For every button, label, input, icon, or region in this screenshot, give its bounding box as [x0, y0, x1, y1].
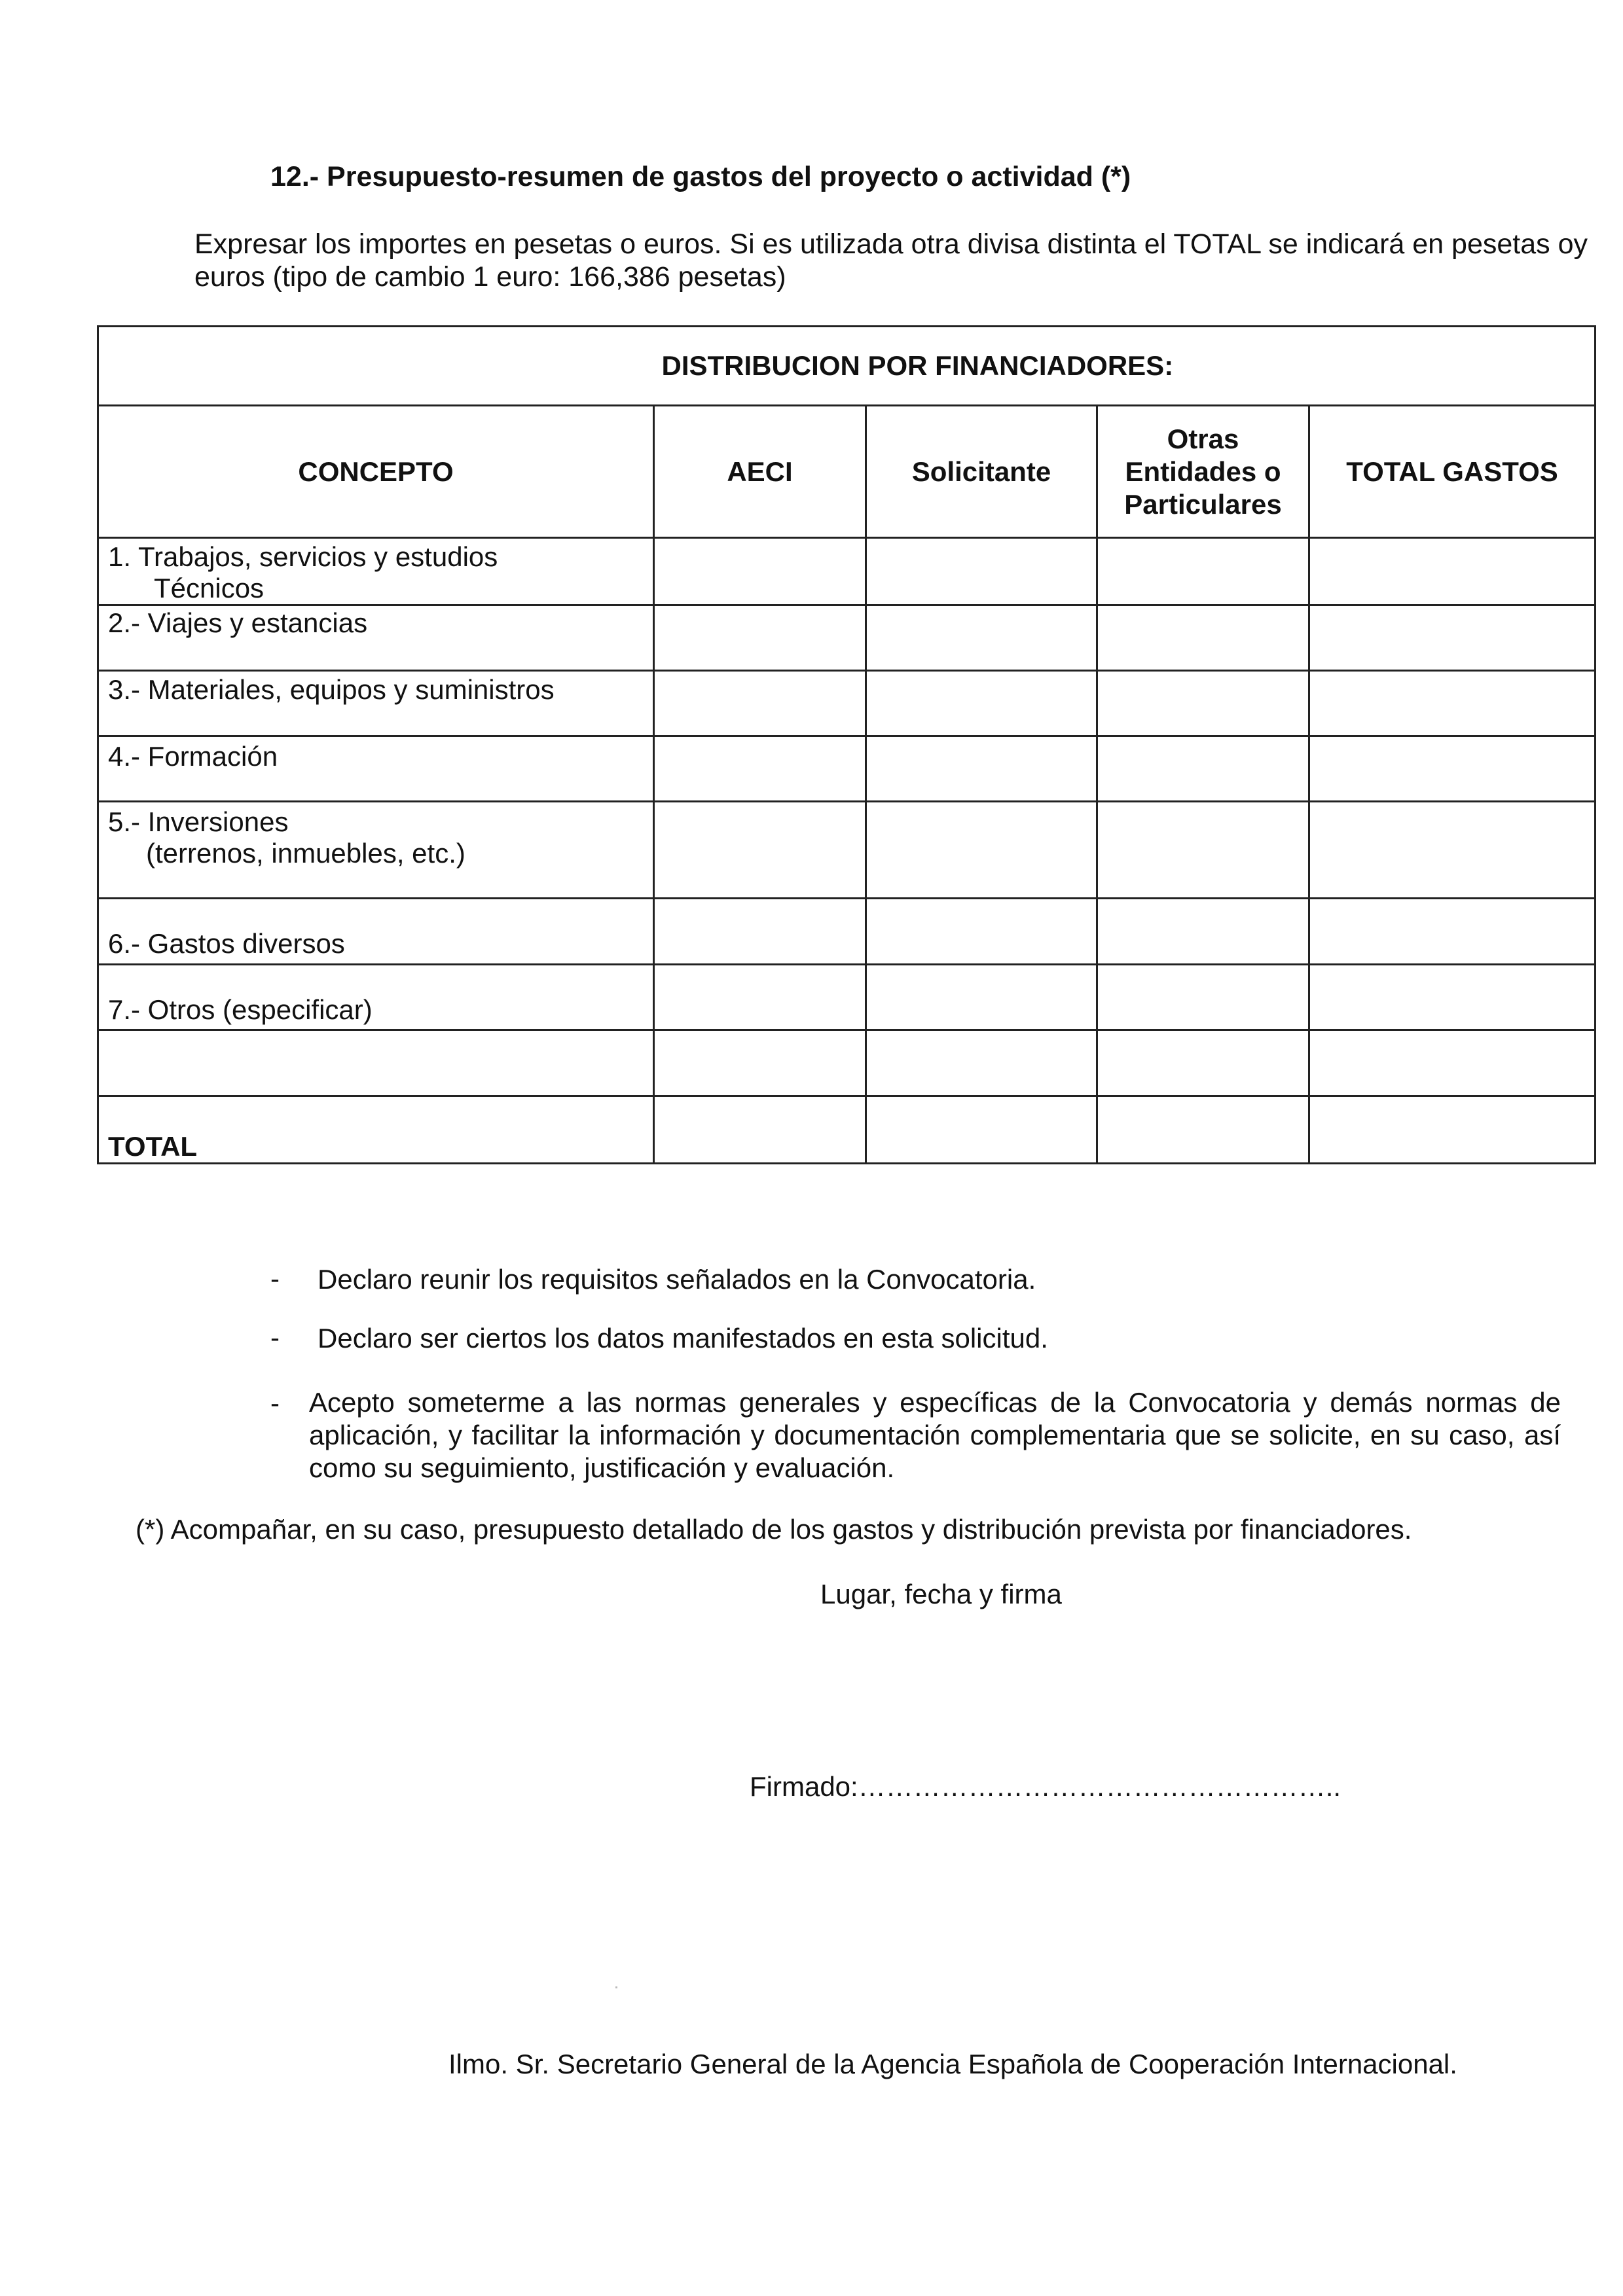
- concept-cell: 4.- Formación: [98, 736, 654, 802]
- amount-cell-otras[interactable]: [1097, 605, 1309, 671]
- amount-cell-solicitante[interactable]: [866, 1030, 1097, 1096]
- concept-cell: 5.- Inversiones (terrenos, inmuebles, etc.): [98, 802, 654, 899]
- declaration-2-dash: -: [270, 1322, 280, 1353]
- concept-cell: 6.- Gastos diversos: [98, 899, 654, 965]
- intro-line-1: Expresar los importes en pesetas o euros. Si es utilizada otra divisa distinta el TOTAL se indicará en pesetas oy: [194, 228, 1588, 260]
- table-row: [98, 538, 1596, 605]
- scan-speck: [615, 1986, 617, 1988]
- budget-table: [97, 325, 1596, 1164]
- column-header-solicitante: Solicitante: [866, 406, 1097, 538]
- amount-cell-aeci[interactable]: [654, 605, 866, 671]
- declaration-3: Acepto someterme a las normas generales y específicas de la Convocatoria y demás normas de aplicación, y facilitar la información y documentación complementaria que se solicite, en su caso, así como su seguimiento, justificación y evaluación.: [309, 1387, 1561, 1483]
- intro-paragraph: [194, 228, 1596, 293]
- table-row: [98, 802, 1596, 899]
- intro-line-2: euros (tipo de cambio 1 euro: 166,386 pesetas): [194, 261, 786, 293]
- amount-cell-total[interactable]: [1309, 802, 1596, 899]
- footnote: (*) Acompañar, en su caso, presupuesto detallado de los gastos y distribución prevista por financiadores.: [136, 1514, 1412, 1545]
- amount-cell-otras[interactable]: [1097, 1030, 1309, 1096]
- amount-cell-total[interactable]: [1309, 899, 1596, 965]
- distribution-header: DISTRIBUCION POR FINANCIADORES:: [654, 327, 1596, 406]
- table-row: [98, 605, 1596, 671]
- total-row: [98, 1096, 1596, 1164]
- column-header-total-gastos: TOTAL GASTOS: [1309, 406, 1596, 538]
- addressee: Ilmo. Sr. Secretario General de la Agencia Española de Cooperación Internacional.: [448, 2049, 1457, 2079]
- amount-cell-solicitante[interactable]: [866, 965, 1097, 1030]
- declaration-3-dash: -: [270, 1388, 280, 1418]
- amount-cell-otras[interactable]: [1097, 802, 1309, 899]
- amount-cell-total[interactable]: [1309, 605, 1596, 671]
- column-header-concepto: CONCEPTO: [98, 406, 654, 538]
- amount-cell-aeci[interactable]: [654, 1030, 866, 1096]
- amount-cell-solicitante[interactable]: [866, 736, 1097, 802]
- table-row: [98, 736, 1596, 802]
- total-cell-solicitante[interactable]: [866, 1096, 1097, 1164]
- amount-cell-total[interactable]: [1309, 1030, 1596, 1096]
- table-row: [98, 1030, 1596, 1096]
- concept-cell: 2.- Viajes y estancias: [98, 605, 654, 671]
- amount-cell-otras[interactable]: [1097, 671, 1309, 736]
- total-cell-total[interactable]: [1309, 1096, 1596, 1164]
- concept-cell: 1. Trabajos, servicios y estudios Técnicos: [98, 538, 654, 605]
- section-title: 12.- Presupuesto-resumen de gastos del proyecto o actividad (*): [270, 161, 1131, 192]
- amount-cell-solicitante[interactable]: [866, 605, 1097, 671]
- amount-cell-aeci[interactable]: [654, 736, 866, 802]
- column-header-otras-entidades: Otras Entidades o Particulares: [1097, 406, 1309, 538]
- amount-cell-total[interactable]: [1309, 965, 1596, 1030]
- amount-cell-solicitante[interactable]: [866, 899, 1097, 965]
- amount-cell-total[interactable]: [1309, 736, 1596, 802]
- table-row: [98, 965, 1596, 1030]
- total-cell-aeci[interactable]: [654, 1096, 866, 1164]
- column-header-aeci: AECI: [654, 406, 866, 538]
- total-cell-otras[interactable]: [1097, 1096, 1309, 1164]
- amount-cell-aeci[interactable]: [654, 899, 866, 965]
- concept-cell: 3.- Materiales, equipos y suministros: [98, 671, 654, 736]
- amount-cell-total[interactable]: [1309, 671, 1596, 736]
- amount-cell-aeci[interactable]: [654, 965, 866, 1030]
- amount-cell-otras[interactable]: [1097, 736, 1309, 802]
- signature-line[interactable]: Firmado:……………………………………………..: [750, 1771, 1341, 1802]
- concept-cell[interactable]: [98, 1030, 654, 1096]
- place-date-signature: Lugar, fecha y firma: [820, 1579, 1062, 1609]
- amount-cell-total[interactable]: [1309, 538, 1596, 605]
- amount-cell-solicitante[interactable]: [866, 538, 1097, 605]
- concept-cell: 7.- Otros (especificar): [98, 965, 654, 1030]
- amount-cell-aeci[interactable]: [654, 671, 866, 736]
- table-row: [98, 671, 1596, 736]
- amount-cell-aeci[interactable]: [654, 538, 866, 605]
- amount-cell-solicitante[interactable]: [866, 802, 1097, 899]
- distribution-header-blank: [98, 327, 654, 406]
- table-row: [98, 899, 1596, 965]
- total-label-cell: TOTAL: [98, 1096, 654, 1164]
- declaration-1: Declaro reunir los requisitos señalados en la Convocatoria.: [318, 1264, 1036, 1295]
- amount-cell-otras[interactable]: [1097, 965, 1309, 1030]
- amount-cell-otras[interactable]: [1097, 899, 1309, 965]
- declaration-1-dash: -: [270, 1263, 280, 1294]
- amount-cell-solicitante[interactable]: [866, 671, 1097, 736]
- amount-cell-aeci[interactable]: [654, 802, 866, 899]
- declaration-2: Declaro ser ciertos los datos manifestados en esta solicitud.: [318, 1323, 1048, 1354]
- amount-cell-otras[interactable]: [1097, 538, 1309, 605]
